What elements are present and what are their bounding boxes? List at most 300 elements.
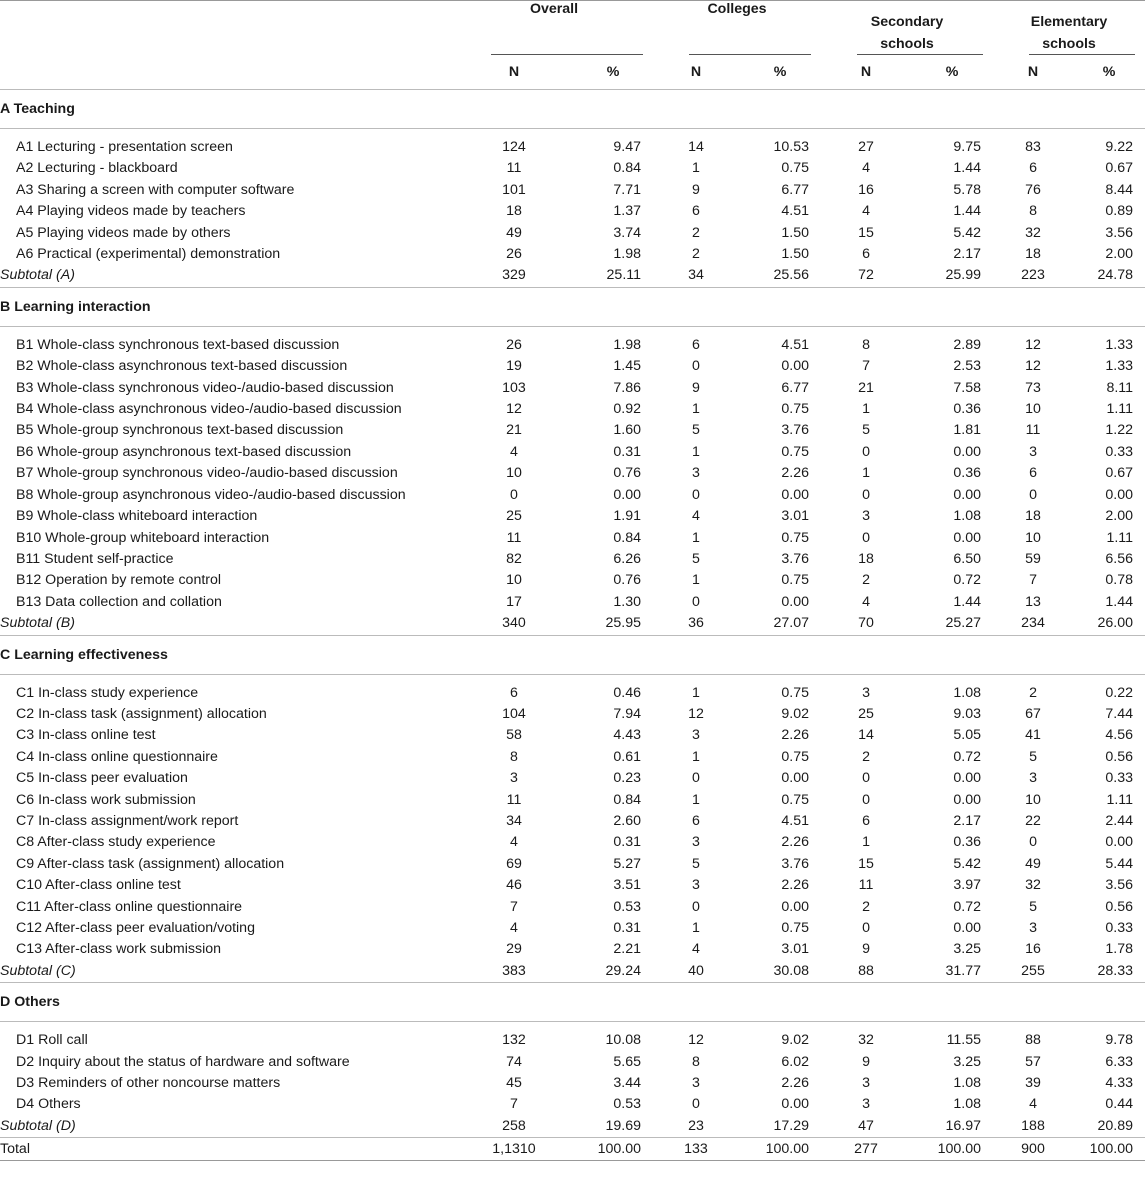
table-row [0, 683, 1145, 704]
table-row-label: C2 In-class task (assignment) allocation [16, 705, 267, 722]
table-row-cell: 29 [506, 941, 522, 958]
subtotal-row-cell: 72 [858, 267, 874, 284]
subtotal-row-cell: 255 [1021, 962, 1045, 979]
table-row-cell: 9.02 [781, 705, 810, 722]
table-row-cell: 0.44 [1105, 1096, 1134, 1113]
header-n-secondary: N [860, 64, 872, 80]
table-row [0, 875, 1145, 896]
table-row-cell: 12 [1025, 358, 1041, 375]
table-row-cell: 3 [862, 1096, 870, 1113]
table-row-cell: 4.43 [613, 727, 641, 744]
table-row-cell: 1.81 [953, 422, 982, 439]
header-blank-2 [0, 55, 455, 90]
table-row-cell: 4.56 [1105, 727, 1134, 744]
table-row-cell: 3 [692, 465, 700, 482]
table-row-cell: 6.77 [781, 181, 810, 198]
table-row-cell: 0.53 [613, 898, 641, 915]
table-row-cell: 0.36 [953, 465, 982, 482]
table-row [0, 897, 1145, 918]
table-row-cell: 0 [1029, 486, 1037, 503]
table-row-cell: 9.22 [1105, 139, 1134, 155]
table-row-cell: 4.51 [781, 203, 810, 220]
table-row-cell: 9.47 [613, 139, 641, 155]
table-row [0, 463, 1145, 484]
section-title: C Learning effectiveness [0, 635, 1145, 674]
table-row-cell: 22 [1025, 812, 1041, 829]
table-row [0, 335, 1145, 356]
subtotal-row-cell: 40 [688, 962, 704, 979]
table-row-cell: 0.00 [953, 529, 982, 546]
table-row-cell: 104 [502, 705, 526, 722]
table-row-cell: 0.61 [613, 748, 641, 765]
subtotal-row-cell: 340 [502, 615, 526, 632]
table-row-cell: 0.75 [781, 684, 810, 701]
table-row-cell: 1.44 [953, 593, 982, 610]
table-row-cell: 0.75 [781, 748, 810, 765]
table-row-cell: 0.75 [781, 401, 810, 418]
table-row [0, 485, 1145, 506]
table-row-cell: 16 [858, 181, 874, 198]
table-row-cell: 4 [510, 920, 518, 936]
table-row-cell: 0.31 [613, 443, 641, 460]
table-row-cell: 9.75 [953, 139, 982, 155]
table-row-cell: 3.76 [781, 550, 810, 567]
table-row-cell: 27 [858, 139, 874, 155]
subtotal-row-label: Subtotal (B) [0, 615, 75, 632]
table-row-cell: 74 [506, 1053, 522, 1070]
table-row [0, 506, 1145, 527]
table-row [0, 704, 1145, 725]
table-row-cell: 13 [1025, 593, 1041, 610]
section-header-row [0, 90, 1145, 129]
table-row-label: C1 In-class study experience [16, 684, 199, 701]
table-row-cell: 2 [692, 224, 700, 241]
header-group-elementary-label: Elementary schools [1030, 14, 1108, 52]
table-row-cell: 7.94 [613, 705, 641, 722]
table-row [0, 137, 1145, 158]
table-row-cell: 0.84 [613, 160, 641, 177]
table-row-cell: 0.84 [613, 529, 641, 546]
subtotal-row-cell: 25.11 [606, 267, 641, 284]
table-row-cell: 4.51 [781, 336, 810, 353]
subtotal-row-label: Subtotal (C) [0, 962, 76, 979]
table-row-label: C4 In-class online questionnaire [16, 748, 218, 765]
header-pct-overall: % [606, 64, 620, 80]
table-row-cell: 2.26 [781, 465, 810, 482]
table-row-cell: 0.56 [1105, 748, 1134, 765]
table-row-cell: 19 [506, 358, 522, 375]
table-row-label: B8 Whole-group asynchronous video-/audio-based discussion [16, 486, 406, 503]
table-row-cell: 0 [862, 529, 870, 546]
table-row [0, 356, 1145, 377]
table-row-cell: 2.53 [953, 358, 982, 375]
table-row [0, 747, 1145, 768]
table-row-cell: 10 [1025, 529, 1041, 546]
table-row-cell: 11 [506, 160, 522, 177]
subtotal-row-label: Subtotal (A) [0, 267, 75, 284]
header-blank [0, 1, 455, 56]
table-row-cell: 2.26 [781, 1075, 810, 1092]
total-row-cell: 100.00 [573, 1138, 653, 1161]
table-row [0, 592, 1145, 613]
table-row-cell: 8.11 [1106, 379, 1134, 396]
table-row-cell: 0.46 [613, 684, 641, 701]
subtotal-row-cell: 88 [858, 962, 874, 979]
table-row-cell: 1.91 [613, 508, 641, 525]
table-row-cell: 0.36 [953, 401, 982, 418]
table-row-label: B6 Whole-group asynchronous text-based discussion [16, 443, 352, 460]
table-row-cell: 57 [1025, 1053, 1041, 1070]
table-row-cell: 1 [862, 401, 870, 418]
table-row-cell: 0.22 [1105, 684, 1134, 701]
table-row-cell: 2.26 [781, 727, 810, 744]
table-row-cell: 4 [692, 941, 700, 958]
table-row-cell: 0.67 [1105, 160, 1134, 177]
total-row-cell: 1,1310 [455, 1138, 573, 1161]
table-row-cell: 1.11 [1106, 529, 1134, 546]
table-row-cell: 3.01 [781, 941, 810, 958]
subtotal-row-cell: 23 [688, 1117, 704, 1134]
table-row-cell: 0.00 [613, 486, 641, 503]
table-row-cell: 10 [1025, 791, 1041, 808]
table-row-cell: 0.78 [1105, 572, 1134, 589]
subtotal-row-cell: 25.95 [605, 615, 641, 632]
table-row [0, 854, 1145, 875]
subtotal-row-cell: 29.24 [605, 962, 641, 979]
table-row-cell: 9 [862, 1053, 870, 1070]
table-row-cell: 3.74 [613, 224, 641, 241]
table-row-cell: 32 [858, 1032, 874, 1049]
table-row-label: C12 After-class peer evaluation/voting [16, 920, 255, 936]
header-group-row [0, 1, 1145, 56]
table-row-cell: 9.78 [1105, 1032, 1134, 1049]
table-row-cell: 0.31 [613, 920, 641, 936]
table-row-label: D4 Others [16, 1096, 81, 1113]
table-row-cell: 3.56 [1105, 877, 1134, 894]
table-row-cell: 0.75 [781, 529, 810, 546]
table-row-cell: 124 [502, 139, 526, 155]
table-row-cell: 5.27 [613, 855, 641, 872]
subtotal-row-cell: 24.78 [1097, 267, 1134, 284]
header-group-overall: Overall [455, 1, 653, 56]
table-row-cell: 1.45 [613, 358, 641, 375]
table-row-cell: 82 [506, 550, 522, 567]
table-row-cell: 0.84 [613, 791, 641, 808]
header-group-colleges: Colleges [653, 1, 821, 56]
table-row-cell: 11 [858, 877, 874, 894]
table-row-cell: 7 [1029, 572, 1037, 589]
table-row-cell: 18 [1025, 508, 1041, 525]
subtotal-row-cell: 34 [688, 267, 704, 284]
table-row-cell: 1 [692, 529, 700, 546]
table-row-cell: 3 [1029, 920, 1037, 936]
table-row-cell: 7 [510, 1096, 518, 1113]
table-row-cell: 8.44 [1105, 181, 1134, 198]
table-row-cell: 0.23 [613, 770, 641, 787]
spacer-cell [0, 129, 1145, 138]
table-row-cell: 1.50 [781, 224, 810, 241]
table-row-cell: 15 [858, 855, 874, 872]
table-row-cell: 0 [692, 593, 700, 610]
table-row-cell: 0.00 [1105, 834, 1134, 851]
table-row-cell: 0.00 [953, 770, 982, 787]
table-row [0, 790, 1145, 811]
table-row-cell: 0 [510, 486, 518, 503]
table-row-cell: 1 [692, 791, 700, 808]
table-row-cell: 3.56 [1105, 224, 1134, 241]
table-row-cell: 5 [862, 422, 870, 439]
table-row-label: B1 Whole-class synchronous text-based discussion [16, 336, 340, 353]
table-row-cell: 76 [1025, 181, 1041, 198]
table-row-cell: 10 [506, 572, 522, 589]
table-row-cell: 3.25 [953, 1053, 982, 1070]
subtotal-row [0, 1116, 1145, 1138]
table-row-cell: 25 [506, 508, 522, 525]
table-row-cell: 45 [506, 1075, 522, 1092]
table-row-label: C3 In-class online test [16, 727, 156, 744]
table-row-cell: 1.98 [613, 336, 641, 353]
table-row-cell: 0.33 [1105, 770, 1134, 787]
table-row-cell: 5.44 [1105, 855, 1134, 872]
table-row-cell: 1 [862, 465, 870, 482]
table-row [0, 768, 1145, 789]
table-row-label: C9 After-class task (assignment) allocation [16, 855, 285, 872]
subtotal-row-cell: 329 [502, 267, 526, 284]
table-row-cell: 0.92 [613, 401, 641, 418]
table-row-cell: 3 [862, 1075, 870, 1092]
table-row-cell: 2.44 [1105, 812, 1134, 829]
section-header-row [0, 287, 1145, 326]
table-row-cell: 12 [1025, 336, 1041, 353]
table-row-cell: 2.00 [1105, 508, 1134, 525]
table-row-cell: 1.50 [781, 246, 810, 263]
table-row-label: B10 Whole-group whiteboard interaction [16, 529, 270, 546]
header-n-colleges: N [690, 64, 702, 80]
table-row-cell: 0 [692, 358, 700, 375]
table-row-cell: 0.75 [781, 160, 810, 177]
table-row-cell: 0 [862, 920, 870, 936]
table-row-cell: 0.00 [781, 898, 810, 915]
table-row-cell: 21 [858, 379, 874, 396]
table-row [0, 399, 1145, 420]
table-row-label: C5 In-class peer evaluation [16, 770, 188, 787]
table-row-cell: 5.42 [953, 224, 982, 241]
table-row-label: C8 After-class study experience [16, 834, 216, 851]
table-row-cell: 0 [692, 1096, 700, 1113]
table-row-cell: 3.76 [781, 422, 810, 439]
table-row-cell: 2.17 [953, 812, 982, 829]
table-row-cell: 0.56 [1105, 898, 1134, 915]
table-row-label: B3 Whole-class synchronous video-/audio-based discussion [16, 379, 394, 396]
subtotal-row [0, 265, 1145, 287]
table-row-cell: 0.00 [953, 443, 982, 460]
table-row-cell: 1 [692, 401, 700, 418]
table-row-cell: 32 [1025, 224, 1041, 241]
table-row-cell: 0.67 [1105, 465, 1134, 482]
table-row-cell: 0.75 [781, 920, 810, 936]
table-row [0, 180, 1145, 201]
table-row-cell: 5.05 [953, 727, 982, 744]
table-row-cell: 18 [1025, 246, 1041, 263]
table-row-cell: 2 [862, 748, 870, 765]
table-row-label: A3 Sharing a screen with computer software [16, 181, 295, 198]
table-row-label: C11 After-class online questionnaire [16, 898, 243, 915]
table-row-cell: 9 [862, 941, 870, 958]
table-row-cell: 10 [1025, 401, 1041, 418]
table-row-cell: 14 [688, 139, 704, 155]
subtotal-row-cell: 234 [1021, 615, 1045, 632]
table-row-cell: 5.65 [613, 1053, 641, 1070]
table-row-cell: 2.89 [953, 336, 982, 353]
table-row-cell: 132 [502, 1032, 526, 1049]
table-row-cell: 0 [1029, 834, 1037, 851]
table-row-cell: 5.78 [953, 181, 982, 198]
table-row-cell: 41 [1025, 727, 1041, 744]
table-row-cell: 12 [506, 401, 522, 418]
table-row-cell: 3 [692, 727, 700, 744]
table-row-cell: 34 [506, 812, 522, 829]
subtotal-row-cell: 20.89 [1097, 1117, 1134, 1134]
table-row-cell: 1 [692, 684, 700, 701]
subtotal-row-cell: 188 [1021, 1117, 1045, 1134]
table-row-cell: 1.44 [953, 203, 982, 220]
table-row-label: C6 In-class work submission [16, 791, 196, 808]
table-row-cell: 3 [692, 877, 700, 894]
table-row-cell: 59 [1025, 550, 1041, 567]
table-row-cell: 1.08 [953, 1096, 982, 1113]
table-row-cell: 0 [862, 770, 870, 787]
subtotal-row-cell: 26.00 [1097, 615, 1134, 632]
table-row-cell: 0 [862, 443, 870, 460]
spacer-row [0, 1022, 1145, 1031]
table-row-cell: 49 [1025, 855, 1041, 872]
table-row-cell: 3.76 [781, 855, 810, 872]
table-row-cell: 11 [506, 791, 522, 808]
table-row-cell: 1 [692, 443, 700, 460]
header-pct-colleges: % [773, 64, 787, 80]
table-row-cell: 0.72 [953, 748, 982, 765]
table-row-cell: 3.97 [953, 877, 982, 894]
table-row-label: B2 Whole-class asynchronous text-based discussion [16, 358, 348, 375]
subtotal-row-cell: 36 [688, 615, 704, 632]
table-row-cell: 21 [506, 422, 522, 439]
subtotal-row-cell: 47 [858, 1117, 874, 1134]
header-sub-row [0, 55, 1145, 90]
table-row-cell: 5.42 [953, 855, 982, 872]
table-row-cell: 1 [692, 748, 700, 765]
table-row [0, 528, 1145, 549]
table-row-label: A4 Playing videos made by teachers [16, 203, 246, 220]
table-row-cell: 0.75 [781, 572, 810, 589]
table-row-cell: 0.36 [953, 834, 982, 851]
table-row-cell: 69 [506, 855, 522, 872]
table-row [0, 1052, 1145, 1073]
table-row-cell: 3 [862, 508, 870, 525]
table-row-cell: 0 [692, 486, 700, 503]
table-row [0, 918, 1145, 939]
table-row-cell: 2 [692, 246, 700, 263]
table-row-cell: 7.58 [953, 379, 982, 396]
table-row-cell: 1.11 [1106, 401, 1134, 418]
table-row-cell: 11.55 [946, 1032, 982, 1049]
subtotal-row-cell: 223 [1021, 267, 1045, 284]
total-row-label: Total [0, 1138, 455, 1161]
table-row-cell: 3 [1029, 770, 1037, 787]
table-row-cell: 0 [692, 898, 700, 915]
subtotal-row-cell: 70 [858, 615, 874, 632]
table-row-cell: 7.71 [613, 181, 641, 198]
subtotal-row-cell: 25.56 [773, 267, 810, 284]
table-row [0, 939, 1145, 960]
table-row-cell: 11 [506, 529, 522, 546]
table-row-cell: 3.51 [613, 877, 641, 894]
table-row-cell: 9.03 [953, 705, 982, 722]
table-row-cell: 1.33 [1105, 336, 1134, 353]
table-row-cell: 17 [506, 593, 522, 610]
table-row-label: B9 Whole-class whiteboard interaction [16, 508, 258, 525]
table-row-cell: 2 [862, 898, 870, 915]
table-row-cell: 0.00 [781, 486, 810, 503]
table-row-cell: 8 [862, 336, 870, 353]
header-n-elementary: N [1027, 64, 1039, 80]
table-row-cell: 0.00 [781, 1096, 810, 1113]
table-row-cell: 4.51 [781, 812, 810, 829]
table-row-cell: 0.75 [781, 791, 810, 808]
table-row-cell: 58 [506, 727, 522, 744]
total-row [0, 1138, 1145, 1161]
subtotal-row-cell: 19.69 [605, 1117, 641, 1134]
table-row-label: D2 Inquiry about the status of hardware and software [16, 1053, 350, 1070]
table-row-cell: 11 [1025, 422, 1041, 439]
table-row-cell: 6 [510, 684, 518, 701]
total-row-cell: 100.00 [1073, 1138, 1145, 1161]
table-row-cell: 2.00 [1105, 246, 1134, 263]
table-row-label: B5 Whole-group synchronous text-based discussion [16, 422, 344, 439]
table-row-cell: 7 [510, 898, 518, 915]
table-row [0, 725, 1145, 746]
table-row-cell: 0 [862, 486, 870, 503]
table-row-cell: 6.50 [953, 550, 982, 567]
total-row-cell: 277 [821, 1138, 911, 1161]
table-row-cell: 6 [862, 812, 870, 829]
table-row-cell: 4.33 [1105, 1075, 1134, 1092]
table-row-cell: 46 [506, 877, 522, 894]
subtotal-row [0, 961, 1145, 983]
table-row-cell: 26 [506, 246, 522, 263]
table-row-cell: 12 [688, 705, 704, 722]
table-row-cell: 4 [510, 443, 518, 460]
table-row-cell: 101 [502, 181, 526, 198]
section-header-row [0, 635, 1145, 674]
spacer-row [0, 674, 1145, 683]
table-row-cell: 3.01 [781, 508, 810, 525]
table-row-label: A1 Lecturing - presentation screen [16, 139, 233, 155]
table-row-label: D3 Reminders of other noncourse matters [16, 1075, 281, 1092]
section-title: A Teaching [0, 90, 1145, 129]
subtotal-row-cell: 31.77 [945, 962, 982, 979]
table-row-cell: 1.78 [1105, 941, 1134, 958]
table-row-cell: 0.33 [1105, 443, 1134, 460]
table-row-cell: 2.60 [613, 812, 641, 829]
total-row-cell: 100.00 [911, 1138, 993, 1161]
section-header-row [0, 983, 1145, 1022]
table-row-cell: 0.33 [1105, 920, 1134, 936]
table-row [0, 811, 1145, 832]
table-row-cell: 0.89 [1105, 203, 1134, 220]
table-row-cell: 3 [862, 684, 870, 701]
table-row-cell: 49 [506, 224, 522, 241]
table-row-cell: 7 [862, 358, 870, 375]
